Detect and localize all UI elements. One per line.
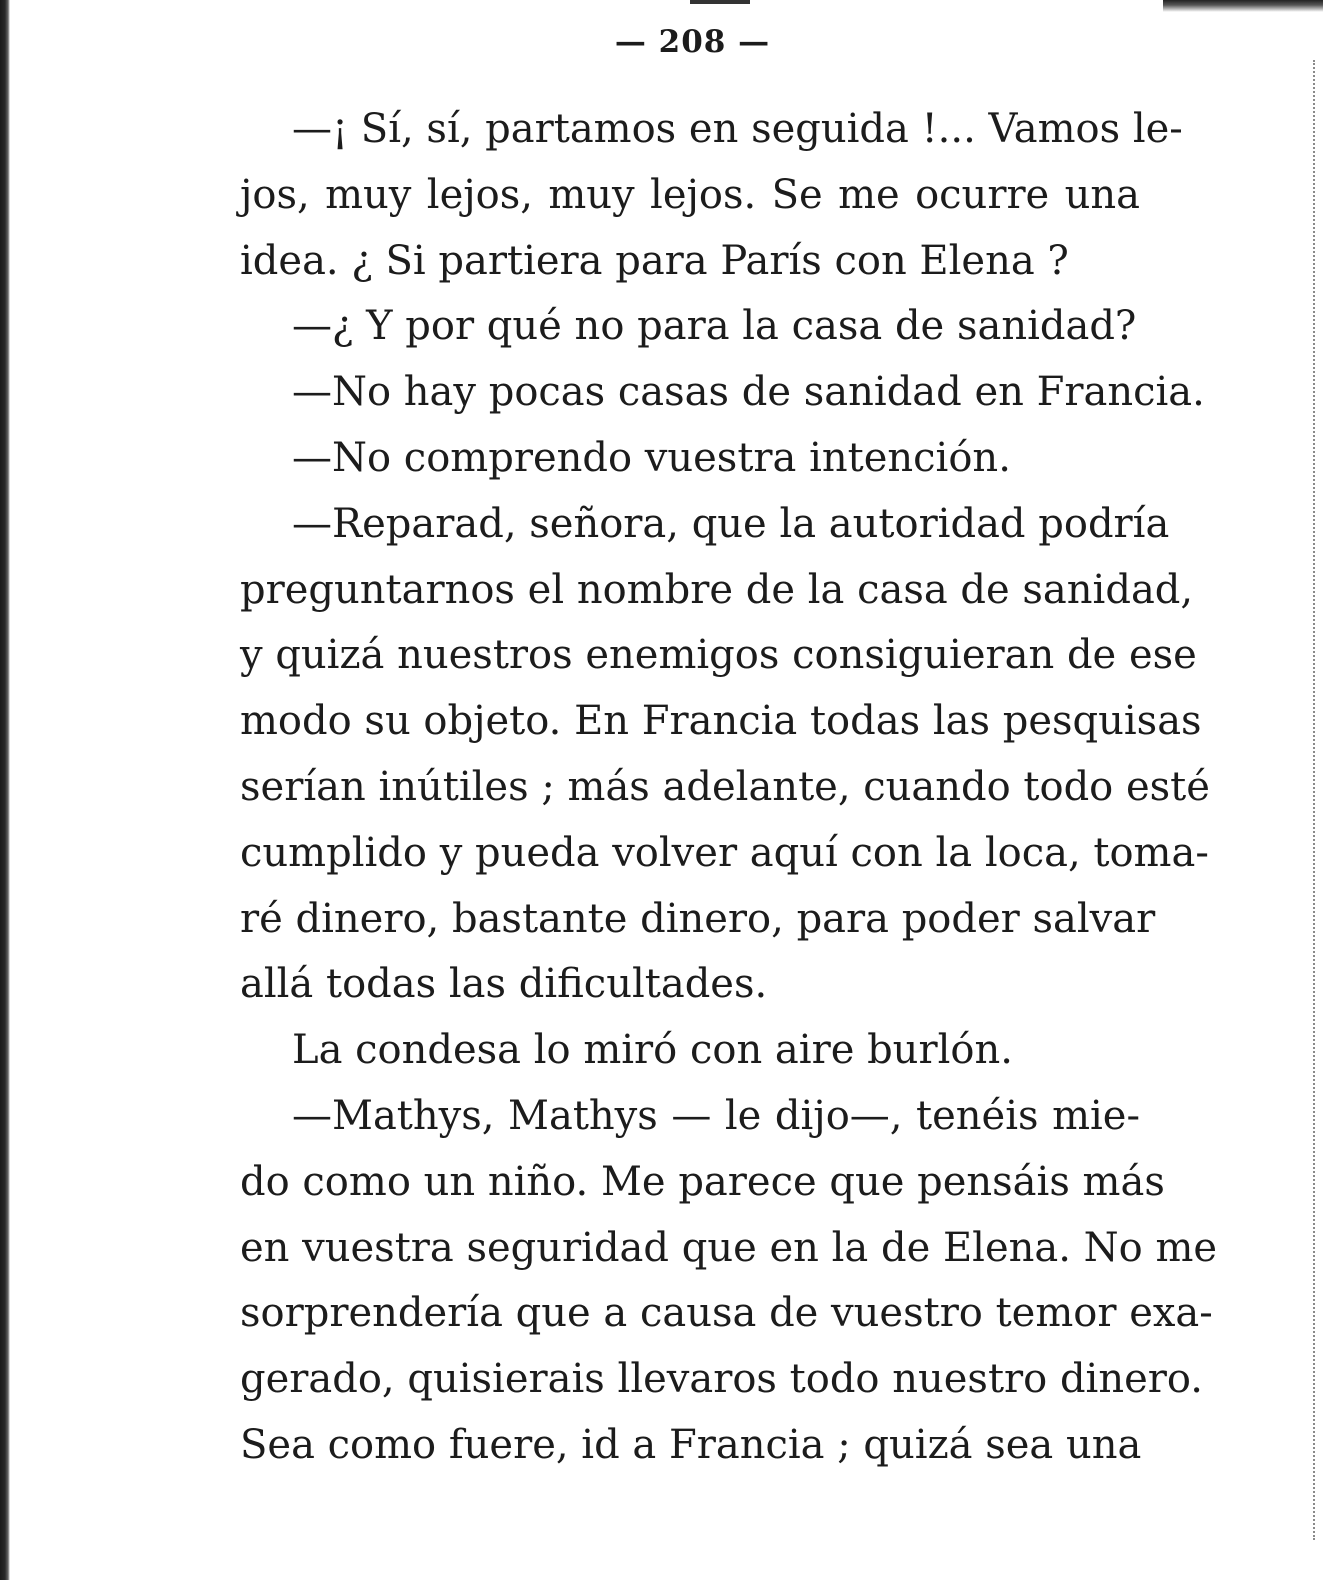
text-line: modo su objeto. En Francia todas las pesquisas: [240, 698, 1202, 745]
text-line: en vuestra seguridad que en la de Elena. No me: [240, 1224, 1218, 1271]
text-line: allá todas las dificultades.: [240, 961, 768, 1008]
text-line: gerado, quisierais llevaros todo nuestro dinero.: [240, 1356, 1203, 1403]
text-line: —¿ Y por qué no para la casa de sanidad?: [292, 303, 1137, 350]
text-line: Sea como fuere, id a Francia ; quizá sea una: [240, 1421, 1142, 1468]
text-line: —No comprendo vuestra intención.: [292, 434, 1011, 481]
text-line: —Reparad, señora, que la autoridad podría: [292, 500, 1170, 547]
page-number: — 208 —: [614, 24, 771, 60]
body-text: [240, 97, 1218, 1479]
page-edge-right: [1311, 60, 1315, 1540]
text-line: —Mathys, Mathys — le dijo—, tenéis mie-: [292, 1092, 1140, 1139]
text-line: serían inútiles ; más adelante, cuando todo esté: [240, 763, 1210, 810]
text-line: La condesa lo miró con aire burlón.: [292, 1027, 1013, 1074]
text-line: ré dinero, bastante dinero, para poder salvar: [240, 895, 1156, 942]
text-line: preguntarnos el nombre de la casa de sanidad,: [240, 566, 1194, 613]
page-edge-top-right: [1163, 0, 1323, 12]
page-edge-left: [0, 0, 10, 1580]
text-line: jos, muy lejos, muy lejos. Se me ocurre una: [240, 171, 1140, 218]
text-line: do como un niño. Me parece que pensáis más: [240, 1158, 1165, 1205]
text-line: —No hay pocas casas de sanidad en Francia.: [292, 369, 1205, 416]
text-line: —¡ Sí, sí, partamos en seguida !... Vamos le-: [292, 106, 1183, 152]
page-edge-top-mark: [690, 0, 750, 4]
text-line: y quizá nuestros enemigos consiguieran de ese: [240, 632, 1197, 679]
text-line: idea. ¿ Si partiera para París con Elena ?: [240, 237, 1069, 284]
text-line: sorprendería que a causa de vuestro temor exa-: [240, 1290, 1213, 1337]
text-line: cumplido y pueda volver aquí con la loca, toma-: [240, 829, 1209, 876]
